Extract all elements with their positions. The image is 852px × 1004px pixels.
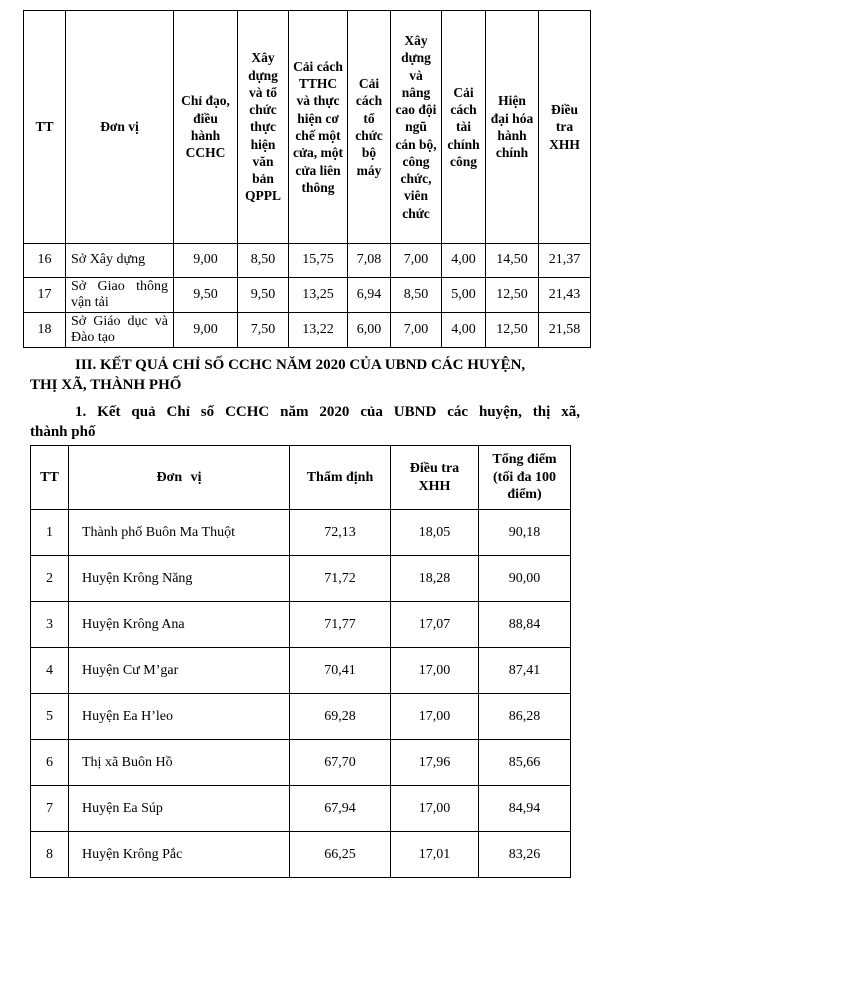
cell-value: 17,00 [391,786,479,832]
table-row [31,694,571,740]
cell-value: 13,25 [289,278,348,313]
table1-header-bomay: Cải cách tổ chức bộ máy [348,11,391,244]
departments-cchc-table [23,10,591,348]
table-row [31,602,571,648]
cell-tt: 17 [24,278,66,313]
cell-value: 12,50 [486,278,539,313]
cell-value: 9,50 [174,278,238,313]
cell-tt: 5 [31,694,69,740]
table-row [31,510,571,556]
cell-value: 4,00 [442,244,486,278]
table-row [24,278,591,313]
cell-tt: 7 [31,786,69,832]
cell-value: 9,00 [174,244,238,278]
cell-value: 7,00 [391,313,442,348]
cell-value: 72,13 [290,510,391,556]
table2-header-unit: Đơn vị [69,446,290,510]
cell-value: 7,00 [391,244,442,278]
cell-value: 7,50 [238,313,289,348]
table2-header-tt: TT [31,446,69,510]
cell-value: 71,72 [290,556,391,602]
table1-header-doingu: Xây dựng và nâng cao đội ngũ cán bộ, công chức, viên chức [391,11,442,244]
cell-tt: 18 [24,313,66,348]
cell-value: 4,00 [442,313,486,348]
cell-unit: Huyện Ea H’leo [69,694,290,740]
table1-header-unit: Đơn vị [66,11,174,244]
table1-header-dieutra: Điều tra XHH [539,11,591,244]
cell-value: 17,00 [391,694,479,740]
table1-header-qppl: Xây dựng và tổ chức thực hiện văn bản QPPL [238,11,289,244]
subsection-1-heading [30,402,580,442]
cell-value: 66,25 [290,832,391,878]
table1-header-taichinh: Cải cách tài chính công [442,11,486,244]
table-row [31,832,571,878]
cell-value: 71,77 [290,602,391,648]
cell-unit: Huyện Krông Năng [69,556,290,602]
cell-unit: Thị xã Buôn Hồ [69,740,290,786]
cell-value: 17,07 [391,602,479,648]
table-row [24,313,591,348]
subsection-1-heading-line1: 1. Kết quả Chỉ số CCHC năm 2020 của UBND các huyện, thị xã, [75,404,580,420]
cell-tt: 2 [31,556,69,602]
cell-tt: 4 [31,648,69,694]
table2-header-tongdiem: Tổng điểm (tối đa 100 điểm) [479,446,571,510]
cell-value: 5,00 [442,278,486,313]
cell-value: 84,94 [479,786,571,832]
table-row [31,740,571,786]
cell-value: 83,26 [479,832,571,878]
table-row [31,786,571,832]
table2-header-thamdinh: Thẩm định [290,446,391,510]
districts-cchc-table [30,445,571,878]
cell-value: 90,00 [479,556,571,602]
section-iii-heading-line2: THỊ XÃ, THÀNH PHỐ [30,377,182,393]
cell-unit: Huyện Krông Pắc [69,832,290,878]
table1-header-tt: TT [24,11,66,244]
table-row [31,648,571,694]
table1-header-tthc: Cải cách TTHC và thực hiện cơ chế một cửa, một cửa liên thông [289,11,348,244]
cell-tt: 8 [31,832,69,878]
cell-value: 18,28 [391,556,479,602]
cell-value: 67,94 [290,786,391,832]
table1-header-hiendaihoa: Hiện đại hóa hành chính [486,11,539,244]
cell-value: 88,84 [479,602,571,648]
cell-value: 6,94 [348,278,391,313]
cell-value: 86,28 [479,694,571,740]
cell-tt: 3 [31,602,69,648]
cell-unit: Huyện Krông Ana [69,602,290,648]
table-row [31,556,571,602]
table2-header-dieutra: Điều tra XHH [391,446,479,510]
cell-value: 13,22 [289,313,348,348]
cell-value: 17,96 [391,740,479,786]
cell-value: 67,70 [290,740,391,786]
cell-value: 12,50 [486,313,539,348]
cell-unit: Sở Giáo dục và Đào tạo [66,313,174,348]
table1-header-chidao: Chỉ đạo, điều hành CCHC [174,11,238,244]
cell-value: 70,41 [290,648,391,694]
cell-value: 17,00 [391,648,479,694]
cell-tt: 1 [31,510,69,556]
cell-value: 69,28 [290,694,391,740]
cell-unit: Huyện Cư M’gar [69,648,290,694]
cell-value: 8,50 [238,244,289,278]
cell-unit: Thành phố Buôn Ma Thuột [69,510,290,556]
cell-value: 8,50 [391,278,442,313]
cell-value: 85,66 [479,740,571,786]
cell-unit: Sở Xây dựng [66,244,174,278]
subsection-1-heading-line2: thành phố [30,424,96,440]
cell-value: 87,41 [479,648,571,694]
table-row [24,244,591,278]
cell-value: 21,43 [539,278,591,313]
section-iii-heading [30,355,580,395]
cell-value: 21,58 [539,313,591,348]
cell-value: 9,50 [238,278,289,313]
cell-unit: Huyện Ea Súp [69,786,290,832]
cell-value: 18,05 [391,510,479,556]
table2-header-row [31,446,571,510]
cell-value: 90,18 [479,510,571,556]
cell-value: 9,00 [174,313,238,348]
table1-header-row [24,11,591,244]
cell-value: 21,37 [539,244,591,278]
cell-tt: 6 [31,740,69,786]
cell-unit: Sở Giao thông vận tải [66,278,174,313]
cell-value: 15,75 [289,244,348,278]
cell-value: 7,08 [348,244,391,278]
cell-tt: 16 [24,244,66,278]
section-iii-heading-line1: III. KẾT QUẢ CHỈ SỐ CCHC NĂM 2020 CỦA UBND CÁC HUYỆN, [75,357,526,373]
cell-value: 6,00 [348,313,391,348]
cell-value: 17,01 [391,832,479,878]
cell-value: 14,50 [486,244,539,278]
